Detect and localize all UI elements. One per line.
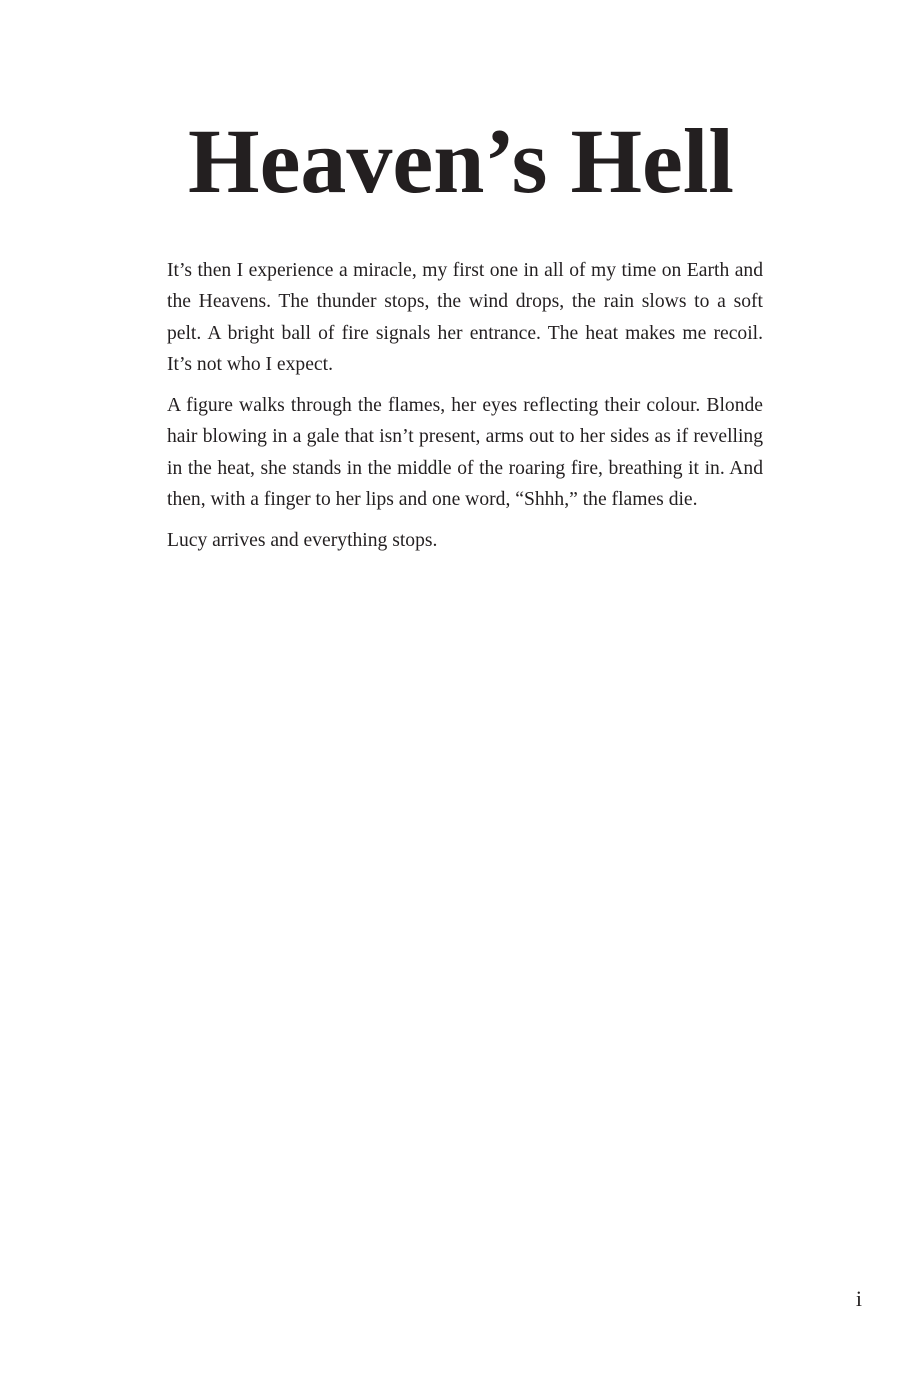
chapter-title: Heaven’s Hell: [188, 110, 734, 212]
chapter-body: [167, 255, 763, 567]
paragraph: A figure walks through the flames, her eyes reflecting their colour. Blonde hair blowing in a gale that isn’t present, arms out to her sides as if revelling in the heat, she stands in the middle of the roaring fire, breathing it in. And then, with a finger to her lips and one word, “Shhh,” the flames die.: [167, 395, 763, 511]
page-number: i: [855, 1286, 862, 1311]
paragraph: It’s then I experience a miracle, my first one in all of my time on Earth and the Heavens. The thunder stops, the wind drops, the rain slows to a soft pelt. A bright ball of fire signals her entrance. The heat makes me recoil. It’s not who I expect.: [167, 260, 763, 375]
paragraph: Lucy arrives and everything stops.: [167, 530, 438, 552]
